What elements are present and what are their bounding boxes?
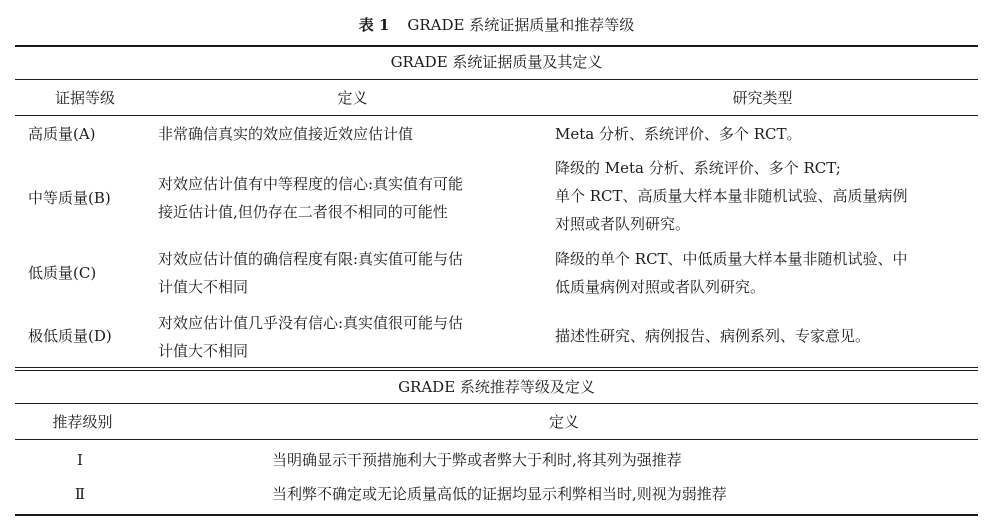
evidence-level-cell: 极低质量(D): [28, 327, 112, 345]
header-recommendation-grade: 推荐级别: [52, 413, 113, 431]
definition-line: 非常确信真实的效应值接近效应估计值: [158, 125, 414, 143]
study-type-line: Meta 分析、系统评价、多个 RCT。: [555, 125, 802, 143]
definition-cell: [158, 309, 463, 365]
header-rule: [15, 115, 978, 116]
study-type-line: 降级的单个 RCT、中低质量大样本量非随机试验、中: [555, 250, 908, 268]
table-number: 表 1: [358, 16, 390, 34]
section-divider-rule-2: [15, 370, 978, 371]
section-heading-rule: [15, 79, 978, 80]
rec-header-rule: [15, 439, 978, 440]
study-type-cell: [555, 245, 908, 301]
study-type-line: 对照或者队列研究。: [555, 215, 691, 233]
header-study-type: 研究类型: [732, 89, 793, 107]
bottom-rule: [15, 514, 978, 516]
definition-cell: [158, 170, 463, 226]
evidence-level-cell: 高质量(A): [28, 125, 96, 143]
definition-line: 计值大不相同: [158, 342, 249, 360]
evidence-level-cell: 中等质量(B): [28, 189, 111, 207]
definition-line: 对效应估计值有中等程度的信心:真实值有可能: [158, 175, 464, 193]
recommendation-definition-cell: 当明确显示干预措施利大于弊或者弊大于利时,将其列为强推荐: [272, 451, 682, 469]
recommendation-section-heading: GRADE 系统推荐等级及定义: [398, 378, 595, 396]
study-type-cell: [555, 120, 802, 148]
study-type-cell: [555, 322, 870, 350]
top-rule: [15, 45, 978, 47]
definition-cell: [158, 245, 463, 301]
evidence-section-heading: GRADE 系统证据质量及其定义: [390, 53, 603, 71]
recommendation-definition-cell: 当利弊不确定或无论质量高低的证据均显示利弊相当时,则视为弱推荐: [272, 485, 727, 503]
header-definition: 定义: [337, 89, 368, 107]
header-evidence-level: 证据等级: [54, 89, 115, 107]
rec-heading-rule: [15, 403, 978, 404]
study-type-line: 低质量病例对照或者队列研究。: [555, 278, 766, 296]
header-recommendation-definition: 定义: [548, 413, 579, 431]
table-caption: [0, 14, 993, 35]
study-type-line: 描述性研究、病例报告、病例系列、专家意见。: [555, 327, 871, 345]
evidence-level-cell: 低质量(C): [28, 264, 97, 282]
definition-line: 计值大不相同: [158, 278, 249, 296]
definition-line: 接近估计值,但仍存在二者很不相同的可能性: [158, 203, 448, 221]
definition-cell: [158, 120, 413, 148]
recommendation-grade-cell: Ⅱ: [74, 485, 86, 503]
study-type-line: 单个 RCT、高质量大样本量非随机试验、高质量病例: [555, 187, 908, 205]
definition-line: 对效应估计值的确信程度有限:真实值可能与估: [158, 250, 464, 268]
study-type-line: 降级的 Meta 分析、系统评价、多个 RCT;: [555, 159, 841, 177]
definition-line: 对效应估计值几乎没有信心:真实值很可能与估: [158, 314, 464, 332]
section-divider-rule-1: [15, 367, 978, 368]
recommendation-grade-cell: Ⅰ: [77, 451, 83, 469]
table-title: GRADE 系统证据质量和推荐等级: [407, 16, 635, 34]
study-type-cell: [555, 154, 908, 238]
